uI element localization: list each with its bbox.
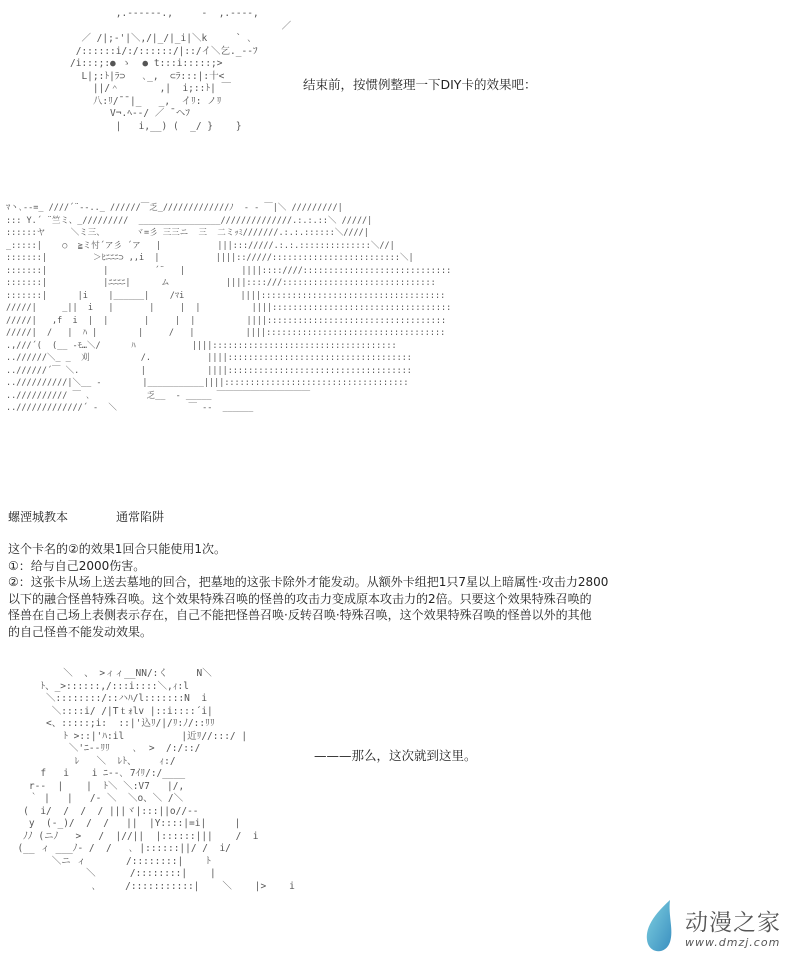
ascii-art-character-bottom: ＼ 、 >ィィ__NN/:く N＼ ﾄ、_>::::::,/:::i::::＼,ｨ:l ＼::::::::/::ハﾊ/l:::::::N i ＼::::i/ /|Tｔｫlv |::i::::´i| <、:::::;i: ::|'込ﾘ/|/ﾘ:ﾉ/::ﾘﾘ ﾄ >::|'ﾊ:il |近ﾘ//:::/ | ＼'ﾆ‐-ﾘﾘ ､ > /:/::/ ﾚ ＼ ﾚﾄ、 ｨ:/ f i i ﾆ‐-､ 7ｲﾘ/:/____ r-‐ | | ﾄ＼ ＼:V7 |/, ｀ | | /‐ ＼ ＼o、＼ /＼ ( i/ / / / |||ヾ|:::||o//‐- y (‐_)/ / / || |Y::::|=i| | ﾉﾉ (ニﾉ > / |//|| |::::::||| / i (__ ィ ___ﾉ‐ / / ､ |::::::||/ / i/ ＼ニ ィ /::::::::| ﾄ ＼ /::::::::| | ､ /:::::::::::| ＼ |> i (17, 668, 295, 892)
ascii-art-character-head: ,.-‐‐‐‐-., - ,.--‐‐, ／ ／ /|;-'|＼,/|_/|_i|＼k ` ､ /::::::i/:/::::::/|::/イ＼乞._-‐ﾌ /i:::;:● ゝ ● t:::i:::::;> L|;:ﾄ|ﾗ⊃ ､_, ⊂ﾗ:::|:十< ||/＾ ,| i;::ﾄ| ￣ 八:ﾘ/¯¯|_ _, イﾘ: ノﾘ V¬.ﾍ‐-/ ／ ¯ヘﾌ | i,__) ( _/ } } (70, 8, 292, 132)
effect-line: 怪兽在自己场上表侧表示存在，自己不能把怪兽召唤·反转召唤·特殊召唤，这个效果特殊召唤的怪兽以外的其他 (8, 608, 592, 622)
intro-text: 结束前，按惯例整理一下DIY卡的效果吧： (303, 77, 537, 92)
card-effect-text (8, 541, 708, 640)
ascii-art-scene: ﾏ丶､--=_ ////´¨‐-.._ //////￣乏_/////////////ﾉ - ‐ ￣|＼ /////////| ::: Y.´ ¨竺ミ、_///////// ________________//////////////.:.:.::＼ /////| ::::::ヤ ＼ミ三、 ヾ=彡 三三ニ 三 二ミｯﾐ///////.:.:.::::::＼////| _:::::| ○ ≧ミ忖´ア彡 ´ア | |||::://///.:.:.::::::::::::::＼//| :::::::| ＞ﾋﾆﾆﾆ⊃ ,,i | ||||:://///:::::::::::::::::::::::::＼| :::::::| | ´¨ | ||||::::////::::::::::::::::::::::::::::: :::::::| |ﾆﾆﾆﾆ| ム ||||::::///:::::::::::::::::::::::::::::: :::::::| |i |______| /ﾏi ||||:::::::::::::::::::::::::::::::::::: /////| _|| i | | | | ||||::::::::::::::::::::::::::::::::::: /////| ,f i | | | | | ||||::::::::::::::::::::::::::::::::::: /////| / | ﾊ | | / | ||||::::::::::::::::::::::::::::::::::: .,///´( (__ ‐ﾓ…＼/ ﾊ ||||:::::::::::::::::::::::::::::::::::: ..//////＼_ _ 刈 /. ||||:::::::::::::::::::::::::::::::::::: ..//////´￣ ＼. | ||||:::::::::::::::::::::::::::::::::::: ..//////////|＼__ ‐ |___________||||:::::::::::::::::::::::::::::::::::: ..////////// ￣ ､ 乏__ ‐ _____ ￣￣￣￣￣￣￣￣￣￣￣ ../////////////´ ‐ ＼ ￣ ‐- ______ (6, 203, 452, 413)
effect-line: ②：这张卡从场上送去墓地的回合，把墓地的这张卡除外才能发动。从额外卡组把1只7星以上暗属性·攻击力2800 (8, 575, 609, 589)
card-type: 通常陷阱 (116, 510, 165, 524)
effect-line: 的自己怪兽不能发动效果。 (8, 624, 153, 639)
outro-text: ———那么，这次就到这里。 (314, 748, 477, 763)
watermark-name: 动漫之家 (685, 910, 781, 936)
effect-line: 以下的融合怪兽特殊召唤。这个效果特殊召唤的怪兽的攻击力变成原本攻击力的2倍。只要这个效果特殊召唤的 (8, 591, 592, 606)
card-name: 螺湮城教本 (8, 510, 69, 524)
effect-line: ①：给与自己2000伤害。 (8, 558, 146, 573)
effect-line: 这个卡名的②的效果1回合只能使用1次。 (8, 542, 227, 556)
watermark-logo (640, 898, 800, 958)
droplet-icon (640, 898, 680, 956)
watermark-url: www.dmzj.com (685, 936, 781, 949)
